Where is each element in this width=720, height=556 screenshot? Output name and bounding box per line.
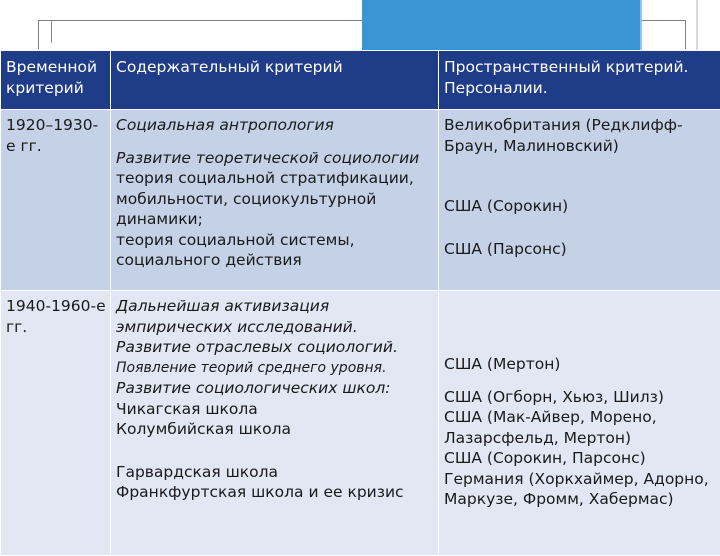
place-cell [439, 110, 720, 291]
header-content: Содержательный критерий [111, 51, 439, 110]
header-time: Временной критерий [1, 51, 111, 110]
period-cell: 1920–1930-е гг. [1, 110, 111, 291]
place-line: США (Сорокин, Парсонс) [444, 448, 716, 469]
frame-divider [51, 21, 52, 43]
content-line: Развитие теоретической социологии [116, 148, 434, 169]
content-line: Гарвардская школа [116, 462, 434, 483]
header-place: Пространственный критерий. Персоналии. [439, 51, 720, 110]
content-line: теория социальной системы, социального действия [116, 230, 434, 271]
content-line: теория социальной стратификации, мобильности, социокультурной динамики; [116, 168, 434, 230]
place-line: США (Мертон) [444, 354, 716, 375]
table-row [1, 291, 720, 556]
place-line: США (Парсонс) [444, 239, 716, 260]
content-line: Чикагская школа [116, 399, 434, 420]
content-line: Развитие социологических школ: [116, 378, 434, 399]
accent-block [362, 0, 640, 50]
accent-line [640, 0, 642, 50]
table-header-row [1, 51, 720, 110]
sociology-periods-table [0, 50, 720, 556]
table-row [1, 110, 720, 291]
place-line: США (Сорокин) [444, 196, 716, 217]
place-line: Великобритания (Редклифф-Браун, Малиновский) [444, 115, 716, 156]
content-line: Колумбийская школа [116, 419, 434, 440]
content-line: Появление теорий среднего уровня. [116, 358, 434, 379]
content-line: Развитие отраслевых социологий. [116, 337, 434, 358]
place-line: Германия (Хоркхаймер, Адорно, Маркузе, Фромм, Хабермас) [444, 469, 716, 510]
content-line: Дальнейшая активизация эмпирических исследований. [116, 296, 434, 337]
content-cell [111, 110, 439, 291]
content-line: Франкфуртская школа и ее кризис [116, 482, 434, 503]
place-line: США (Мак-Айвер, Морено, Лазарсфельд, Мертон) [444, 407, 716, 448]
content-line: Социальная антропология [116, 115, 434, 136]
content-cell [111, 291, 439, 556]
period-cell: 1940-1960-е гг. [1, 291, 111, 556]
place-cell [439, 291, 720, 556]
place-line: США (Огборн, Хьюз, Шилз) [444, 387, 716, 408]
